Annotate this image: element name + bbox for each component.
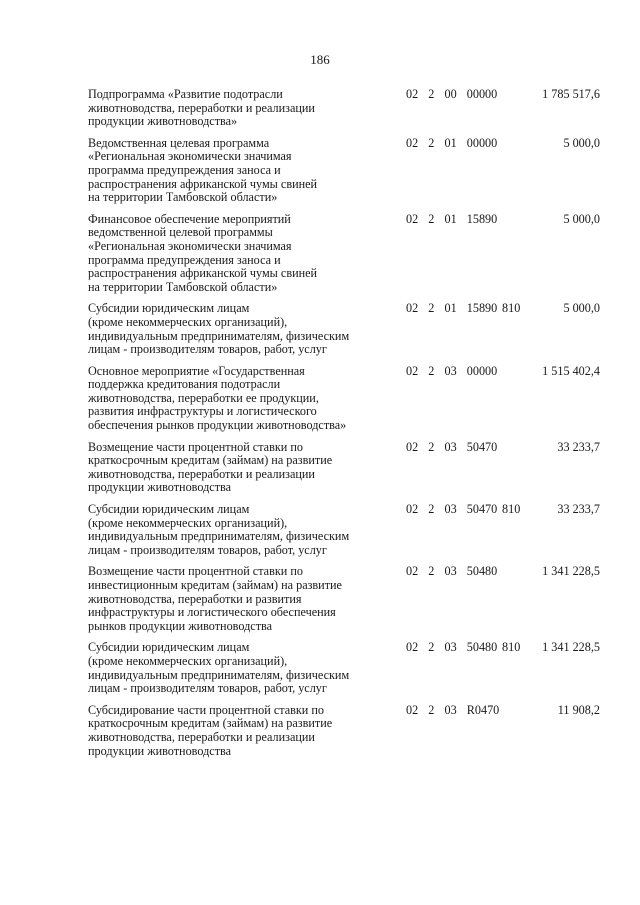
row-amount: 1 341 228,5 bbox=[542, 640, 600, 655]
row-expense-type: 810 bbox=[502, 640, 521, 655]
row-amount: 1 515 402,4 bbox=[542, 363, 600, 378]
row-name-line: распространения африканской чумы свиней bbox=[88, 176, 318, 191]
table-row bbox=[88, 137, 608, 205]
row-name-line: животноводства, переработки и реализации bbox=[88, 100, 315, 115]
row-name-line: лицам - производителям товаров, работ, услуг bbox=[88, 342, 327, 357]
row-code: 02 2 00 00000 bbox=[406, 87, 498, 101]
table-row bbox=[88, 213, 608, 295]
row-name-line: Финансовое обеспечение мероприятий bbox=[88, 211, 291, 226]
row-name-line: на территории Тамбовской области» bbox=[88, 190, 278, 205]
row-amount: 1 785 517,6 bbox=[542, 87, 600, 101]
row-name-line: животноводства, переработки и реализации bbox=[88, 466, 315, 481]
table-row-content bbox=[88, 302, 608, 356]
table-row-content bbox=[88, 137, 608, 205]
row-name-line: краткосрочным кредитам (займам) на развитие bbox=[88, 716, 333, 731]
row-name-line: программа предупреждения заноса и bbox=[88, 252, 281, 267]
row-code: 02 2 03 50470 bbox=[406, 439, 498, 454]
table-row-content bbox=[88, 565, 608, 633]
table-row bbox=[88, 441, 608, 495]
row-name-line: ведомственной целевой программы bbox=[88, 225, 273, 240]
row-name bbox=[88, 565, 390, 633]
row-name-line: индивидуальным предпринимателям, физическим bbox=[88, 667, 350, 682]
row-amount: 33 233,7 bbox=[557, 502, 600, 517]
row-name-line: Ведомственная целевая программа bbox=[88, 135, 270, 150]
table-row bbox=[88, 365, 608, 433]
row-name bbox=[88, 641, 390, 695]
row-name-line: Подпрограмма «Развитие подотрасли bbox=[88, 87, 283, 101]
table-row bbox=[88, 641, 608, 695]
row-code: 02 2 01 15890 bbox=[406, 301, 498, 316]
row-name-line: «Региональная экономически значимая bbox=[88, 149, 292, 164]
row-name-line: лицам - производителям товаров, работ, услуг bbox=[88, 542, 327, 557]
row-code: 02 2 01 00000 bbox=[406, 135, 498, 150]
row-name-line: инфраструктуры и логистического обеспечения bbox=[88, 605, 336, 620]
row-name-line: (кроме некоммерческих организаций), bbox=[88, 314, 288, 329]
row-name bbox=[88, 704, 390, 758]
row-name-line: (кроме некоммерческих организаций), bbox=[88, 653, 288, 668]
table-row-content bbox=[88, 441, 608, 495]
row-name-line: животноводства, переработки ее продукции, bbox=[88, 390, 319, 405]
table-row bbox=[88, 503, 608, 557]
table-row-content bbox=[88, 704, 608, 758]
row-name bbox=[88, 365, 390, 433]
row-code: 02 2 03 R0470 bbox=[406, 702, 500, 717]
row-code: 02 2 03 00000 bbox=[406, 363, 498, 378]
row-expense-type: 810 bbox=[502, 301, 521, 316]
budget-table bbox=[88, 88, 608, 766]
row-name-line: обеспечения рынков продукции животноводства» bbox=[88, 418, 347, 433]
row-name-line: индивидуальным предпринимателям, физическим bbox=[88, 328, 350, 343]
row-name bbox=[88, 137, 390, 205]
row-code: 02 2 01 15890 bbox=[406, 211, 498, 226]
row-name-line: рынков продукции животноводства bbox=[88, 618, 273, 633]
table-row-content bbox=[88, 213, 608, 295]
table-row bbox=[88, 302, 608, 356]
page-number: 186 bbox=[310, 52, 330, 67]
table-row-content bbox=[88, 503, 608, 557]
row-name-line: развития инфраструктуры и логистического bbox=[88, 404, 317, 419]
row-name-line: животноводства, переработки и реализации bbox=[88, 729, 315, 744]
row-name-line: на территории Тамбовской области» bbox=[88, 279, 278, 294]
row-name-line: Основное мероприятие «Государственная bbox=[88, 363, 305, 378]
row-amount: 11 908,2 bbox=[557, 702, 600, 717]
table-row bbox=[88, 88, 608, 129]
row-amount: 5 000,0 bbox=[563, 301, 600, 316]
row-name bbox=[88, 503, 390, 557]
row-name-line: «Региональная экономически значимая bbox=[88, 238, 292, 253]
row-name-line: распространения африканской чумы свиней bbox=[88, 266, 318, 281]
row-amount: 33 233,7 bbox=[557, 439, 600, 454]
row-name-line: краткосрочным кредитам (займам) на развитие bbox=[88, 453, 333, 468]
row-name-line: индивидуальным предпринимателям, физическим bbox=[88, 529, 350, 544]
row-amount: 1 341 228,5 bbox=[542, 564, 600, 579]
row-code: 02 2 03 50480 bbox=[406, 640, 498, 655]
row-name-line: продукции животноводства bbox=[88, 743, 232, 758]
row-amount: 5 000,0 bbox=[563, 211, 600, 226]
row-name-line: Субсидии юридическим лицам bbox=[88, 502, 250, 517]
row-amount: 5 000,0 bbox=[563, 135, 600, 150]
table-row-content bbox=[88, 88, 608, 129]
row-name-line: (кроме некоммерческих организаций), bbox=[88, 515, 288, 530]
row-name-line: Возмещение части процентной ставки по bbox=[88, 439, 303, 454]
row-name-line: Субсидии юридическим лицам bbox=[88, 640, 250, 655]
row-code: 02 2 03 50470 bbox=[406, 502, 498, 517]
row-name-line: программа предупреждения заноса и bbox=[88, 162, 281, 177]
table-row-content bbox=[88, 641, 608, 695]
row-name-line: Возмещение части процентной ставки по bbox=[88, 564, 303, 579]
row-name-line: продукции животноводства» bbox=[88, 114, 238, 129]
table-row-content bbox=[88, 365, 608, 433]
row-name-line: животноводства, переработки и развития bbox=[88, 591, 302, 606]
row-name-line: Субсидии юридическим лицам bbox=[88, 301, 250, 316]
row-name-line: лицам - производителям товаров, работ, услуг bbox=[88, 681, 327, 696]
row-name bbox=[88, 213, 390, 295]
row-name-line: продукции животноводства bbox=[88, 480, 232, 495]
row-name bbox=[88, 88, 390, 129]
row-name bbox=[88, 302, 390, 356]
row-code: 02 2 03 50480 bbox=[406, 564, 498, 579]
row-name bbox=[88, 441, 390, 495]
row-expense-type: 810 bbox=[502, 502, 521, 517]
row-name-line: поддержка кредитования подотрасли bbox=[88, 377, 281, 392]
row-name-line: Субсидирование части процентной ставки по bbox=[88, 702, 324, 717]
table-row bbox=[88, 704, 608, 758]
row-name-line: инвестиционным кредитам (займам) на развитие bbox=[88, 578, 342, 592]
table-row bbox=[88, 565, 608, 633]
